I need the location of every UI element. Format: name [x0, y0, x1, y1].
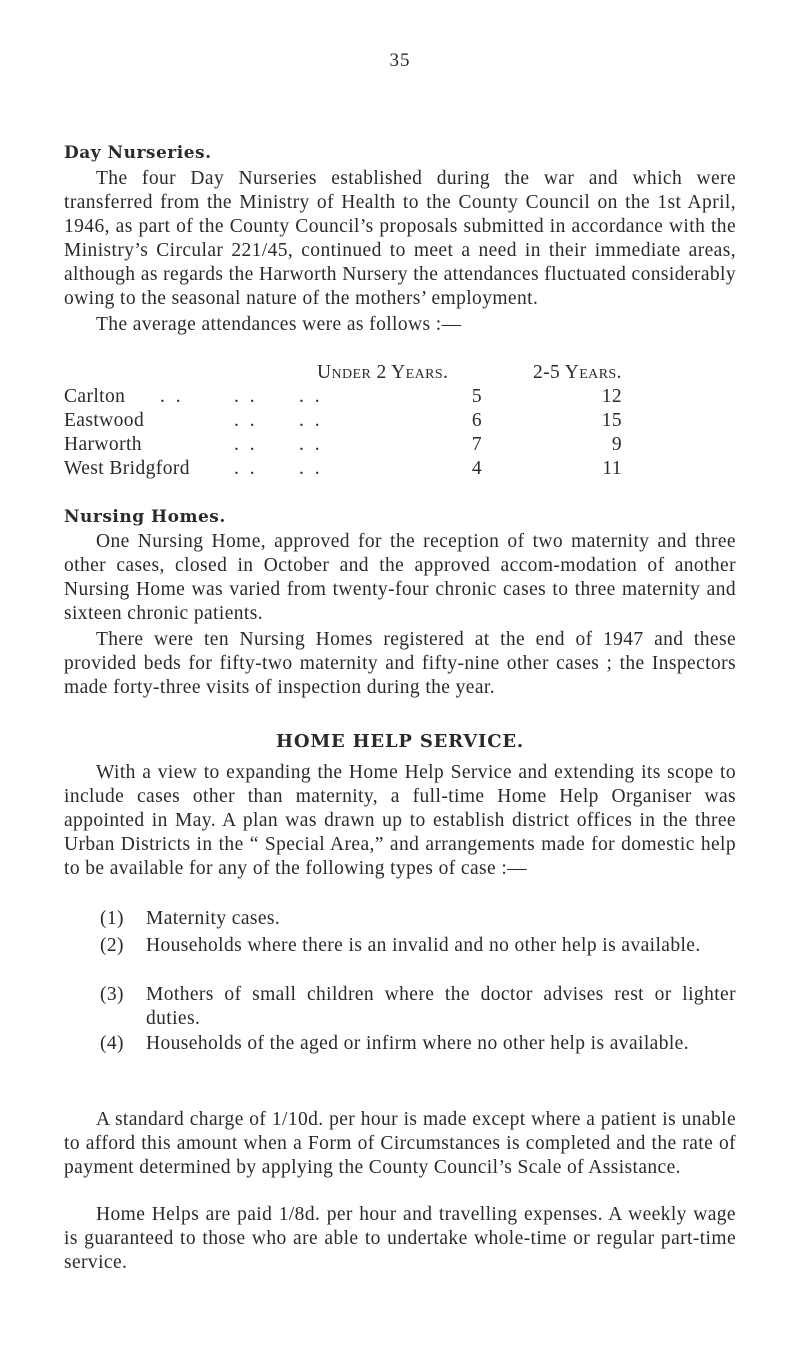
value-under-2: 6	[471, 410, 482, 431]
row-name: Carlton	[64, 386, 126, 407]
row-name: Harworth	[64, 434, 142, 455]
table-row	[64, 457, 744, 481]
leader-dots: . .	[299, 386, 323, 407]
attendance-table-header	[64, 361, 744, 385]
home-help-paragraph-2: A standard charge of 1/10d. per hour is made except where a patient is unable to afford this amount when a Form of Circumstances is completed and the rate of payment determined by applying the County Council’s Scale of Assistance.	[64, 1109, 736, 1178]
list-text: Maternity cases.	[146, 908, 281, 929]
header-under-2-years: Under 2 Years.	[317, 362, 449, 383]
list-number: (1)	[100, 908, 124, 929]
nursing-homes-paragraph-2: There were ten Nursing Homes registered at the end of 1947 and these provided beds for fifty-two maternity and fifty-nine other cases ; the Inspectors made forty-three visits of inspection during the year.	[64, 629, 736, 698]
value-2-5: 11	[602, 458, 622, 479]
table-row	[64, 409, 744, 433]
home-help-heading: HOME HELP SERVICE.	[276, 731, 524, 752]
attendance-table	[64, 361, 744, 481]
value-under-2: 4	[471, 458, 482, 479]
attendances-intro: The average attendances were as follows :—	[96, 314, 462, 335]
value-under-2: 7	[471, 434, 482, 455]
leader-dots: . .	[160, 386, 184, 407]
value-2-5: 9	[611, 434, 622, 455]
leader-dots: . .	[299, 410, 323, 431]
header-2-5-years: 2-5 Years.	[533, 362, 622, 383]
day-nurseries-paragraph: The four Day Nurseries established during the war and which were transferred from the Ministry of Health to the County Council on the 1st April, 1946, as part of the County Council’s proposals submitted in accordance with the Ministry’s Circular 221/45, continued to meet a need in their immediate areas, although as regards the Harworth Nursery the attendances fluctuated considerably owing to the seasonal nature of the mothers’ employment.	[64, 168, 736, 309]
leader-dots: . .	[234, 410, 258, 431]
list-text: Mothers of small children where the doctor advises rest or lighter duties.	[146, 984, 736, 1029]
list-number: (3)	[100, 984, 124, 1005]
list-number: (2)	[100, 935, 124, 956]
leader-dots: . .	[234, 434, 258, 455]
leader-dots: . .	[299, 458, 323, 479]
home-help-paragraph-1: With a view to expanding the Home Help Service and extending its scope to include cases other than maternity, a full-time Home Help Organiser was appointed in May. A plan was drawn up to establish district offices in the three Urban Districts in the “ Special Area,” and arrangements made for domestic help to be available for any of the following types of case :—	[64, 762, 736, 879]
list-text: Households where there is an invalid and no other help is available.	[146, 935, 701, 956]
day-nurseries-heading: Day Nurseries.	[64, 143, 212, 163]
value-2-5: 12	[601, 386, 622, 407]
value-under-2: 5	[471, 386, 482, 407]
row-name: Eastwood	[64, 410, 145, 431]
nursing-homes-paragraph-1: One Nursing Home, approved for the reception of two maternity and three other cases, closed in October and the approved accom-modation of another Nursing Home was varied from twenty-four chronic cases to three maternity and sixteen chronic patients.	[64, 531, 736, 624]
list-text: Households of the aged or infirm where no other help is available.	[146, 1033, 689, 1054]
leader-dots: . .	[299, 434, 323, 455]
row-name: West Bridgford	[64, 458, 190, 479]
table-row	[64, 433, 744, 457]
home-help-paragraph-3: Home Helps are paid 1/8d. per hour and travelling expenses. A weekly wage is guaranteed to those who are able to undertake whole-time or regular part-time service.	[64, 1204, 736, 1273]
value-2-5: 15	[601, 410, 622, 431]
table-row	[64, 385, 744, 409]
nursing-homes-heading: Nursing Homes.	[64, 507, 226, 527]
leader-dots: . .	[234, 458, 258, 479]
leader-dots: . .	[234, 386, 258, 407]
page-number: 35	[389, 50, 411, 71]
list-number: (4)	[100, 1033, 124, 1054]
